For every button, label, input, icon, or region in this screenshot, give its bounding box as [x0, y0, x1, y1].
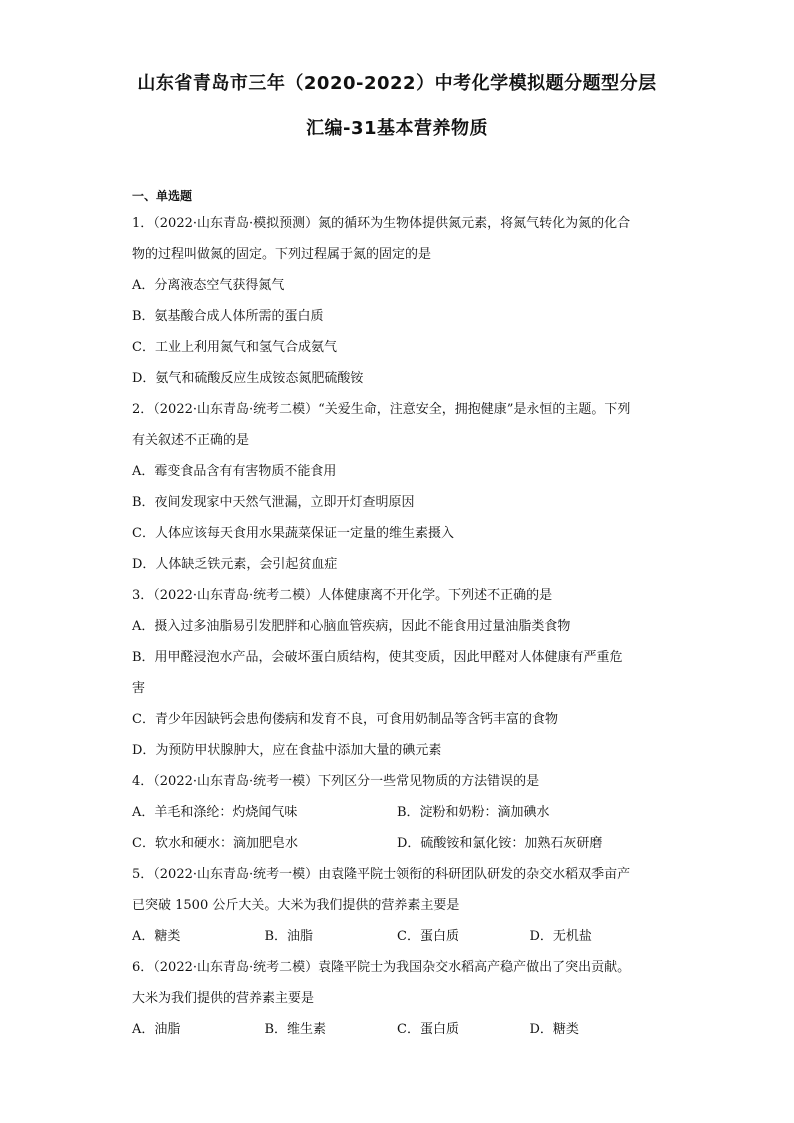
- question-6-options-row: [132, 1014, 662, 1045]
- question-2-option-c: C．人体应该每天食用水果蔬菜保证一定量的维生素摄入: [132, 526, 454, 541]
- question-6: [132, 952, 662, 1045]
- question-3-option-d: D．为预防甲状腺肿大，应在食盐中添加大量的碘元素: [132, 743, 442, 758]
- question-6-option-b: B．维生素: [264, 1022, 327, 1037]
- question-4-option-b: B．淀粉和奶粉：滴加碘水: [397, 805, 550, 820]
- question-5-options-row: [132, 921, 662, 952]
- question-5-stem-line2: 已突破 1500 公斤大关。大米为我们提供的营养素主要是: [132, 898, 460, 913]
- question-5-option-c: C．蛋白质: [397, 929, 459, 944]
- question-6-stem-line2: 大米为我们提供的营养素主要是: [132, 991, 315, 1006]
- question-4-option-a: A．羊毛和涤纶：灼烧闻气味: [132, 805, 298, 820]
- question-4: [132, 766, 662, 859]
- question-6-option-d: D．糖类: [529, 1022, 579, 1037]
- question-2-option-d: D．人体缺乏铁元素，会引起贫血症: [132, 557, 338, 572]
- question-2-option-b: B．夜间发现家中天然气泄漏，立即开灯查明原因: [132, 495, 415, 510]
- section-heading: 一、单选题: [132, 189, 193, 203]
- question-4-options-row1: [132, 797, 662, 828]
- question-1-option-a: A．分离液态空气获得氮气: [132, 278, 285, 293]
- question-2: [132, 394, 662, 580]
- question-3-option-b: B．用甲醛浸泡水产品，会破坏蛋白质结构，使其变质，因此甲醛对人体健康有严重危: [132, 650, 623, 665]
- question-1: [132, 208, 662, 394]
- question-3-option-a: A．摄入过多油脂易引发肥胖和心脑血管疾病，因此不能食用过量油脂类食物: [132, 619, 571, 634]
- question-6-option-c: C．蛋白质: [397, 1022, 459, 1037]
- question-6-option-a: A．油脂: [132, 1022, 181, 1037]
- document-title-line1: 山东省青岛市三年（2020-2022）中考化学模拟题分题型分层: [137, 73, 657, 94]
- question-1-option-d: D．氨气和硫酸反应生成铵态氮肥硫酸铵: [132, 371, 364, 386]
- question-2-stem-line2: 有关叙述不正确的是: [132, 433, 250, 448]
- question-5: [132, 859, 662, 952]
- question-6-stem-line1: 6．（2022·山东青岛·统考二模）袁隆平院士为我国杂交水稻高产稳产做出了突出贡献。: [132, 960, 631, 975]
- question-5-option-a: A．糖类: [132, 929, 181, 944]
- question-5-stem-line1: 5．（2022·山东青岛·统考一模）由袁隆平院士领衔的科研团队研发的杂交水稻双季亩产: [132, 867, 631, 882]
- question-1-option-c: C．工业上利用氮气和氢气合成氨气: [132, 340, 337, 355]
- document-title-line2: 汇编-31基本营养物质: [305, 118, 489, 139]
- question-1-stem-line2: 物的过程叫做氮的固定。下列过程属于氮的固定的是: [132, 247, 432, 262]
- question-4-options-row2: [132, 828, 662, 859]
- question-4-option-c: C．软水和硬水：滴加肥皂水: [132, 836, 298, 851]
- question-3-option-b-continued: 害: [132, 681, 146, 696]
- question-1-option-b: B．氨基酸合成人体所需的蛋白质: [132, 309, 324, 324]
- question-3-stem-line1: 3．（2022·山东青岛·统考二模）人体健康离不开化学。下列述不正确的是: [132, 588, 553, 603]
- question-1-stem-line1: 1．（2022·山东青岛·模拟预测）氮的循环为生物体提供氮元素，将氮气转化为氮的化合: [132, 216, 631, 231]
- question-5-option-b: B．油脂: [264, 929, 314, 944]
- question-3: [132, 580, 662, 766]
- question-3-option-c: C．青少年因缺钙会患佝偻病和发育不良，可食用奶制品等含钙丰富的食物: [132, 712, 558, 727]
- question-5-option-d: D．无机盐: [529, 929, 592, 944]
- question-4-option-d: D．硫酸铵和氯化铵：加熟石灰研磨: [397, 836, 603, 851]
- question-2-option-a: A．霉变食品含有有害物质不能食用: [132, 464, 337, 479]
- document-content: [132, 184, 662, 1045]
- question-2-stem-line1: 2．（2022·山东青岛·统考二模）“关爱生命，注意安全，拥抱健康”是永恒的主题。下列: [132, 402, 631, 417]
- question-4-stem-line1: 4．（2022·山东青岛·统考一模）下列区分一些常见物质的方法错误的是: [132, 774, 540, 789]
